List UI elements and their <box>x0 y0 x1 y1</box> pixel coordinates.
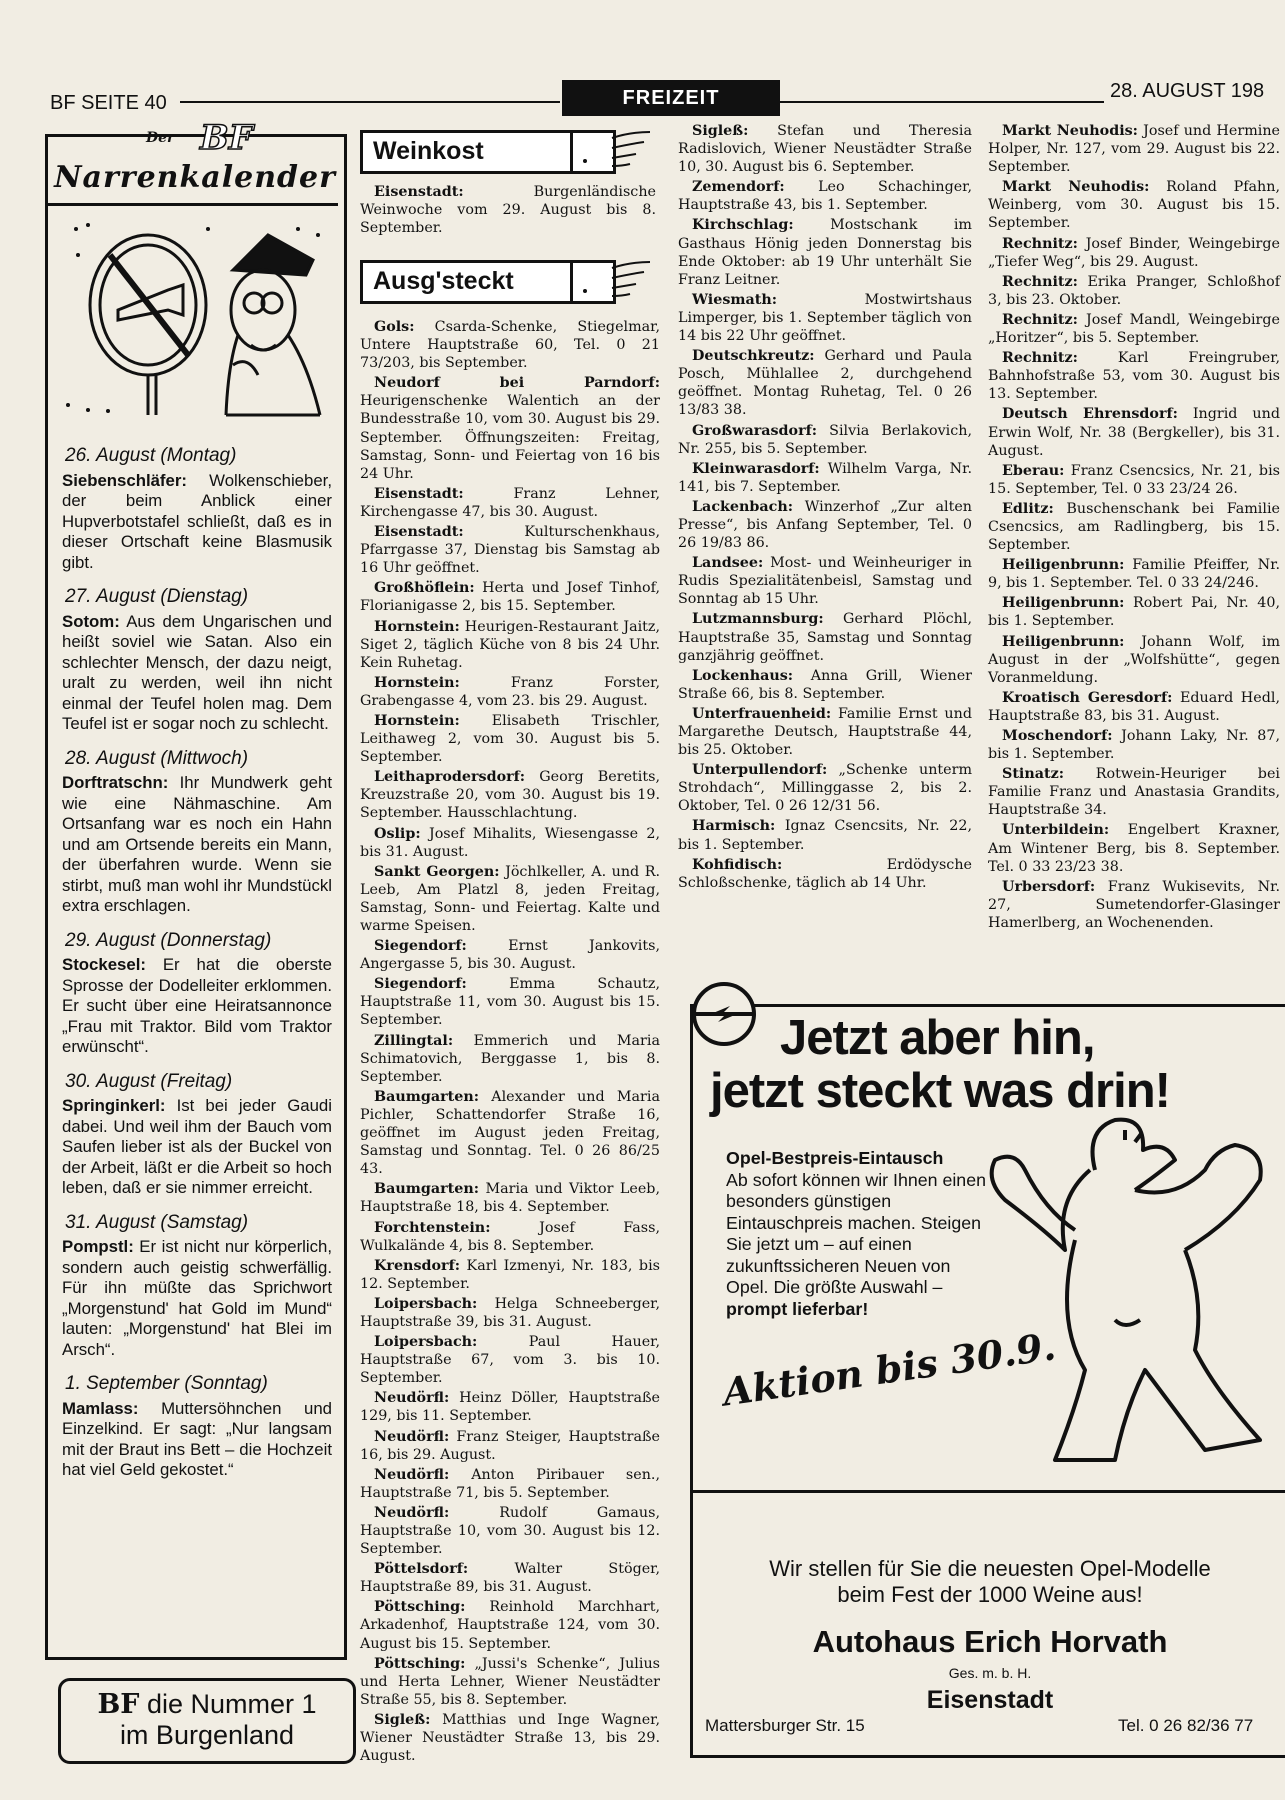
day-entry <box>62 1399 332 1481</box>
ausgsteckt-column-1 <box>360 318 660 1767</box>
listing-place: Deutschkreutz: <box>692 348 815 365</box>
listing-text: Eduard Hedl, Hauptstraße 83, bis 31. August. <box>988 689 1280 724</box>
narrenkalender-entries <box>62 432 332 1481</box>
listing-place: Unterfrauenheid: <box>692 705 832 722</box>
listing-text: Reinhold Marchhart, Arkadenhof, Hauptstraße 124, vom 30. August bis 15. September. <box>360 1599 660 1652</box>
listing-text: Emma Schautz, Hauptstraße 11, vom 30. August bis 15. September. <box>360 976 660 1029</box>
listing-place: Hornstein: <box>374 618 460 635</box>
listing-entry <box>988 178 1280 232</box>
listing-text: Franz Steiger, Hauptstraße 16, bis 29. August. <box>360 1428 660 1463</box>
entry-term: Mamlass: <box>62 1398 139 1418</box>
listing-entry <box>678 122 972 176</box>
day-entry <box>62 471 332 574</box>
day-heading: 30. August (Freitag) <box>65 1070 233 1092</box>
ad-message <box>695 1556 1285 1608</box>
listing-text: Gerhard Plöchl, Hauptstraße 35, Samstag und Sonntag ganzjährig geöffnet. <box>678 611 972 664</box>
day-entry <box>62 612 332 735</box>
listing-text: Ingrid und Erwin Wolf, Nr. 38 (Bergkeller), bis 31. August. <box>988 406 1280 459</box>
listing-entry <box>988 500 1280 554</box>
listing-place: Sigleß: <box>374 1711 431 1728</box>
listing-place: Siegendorf: <box>374 938 467 955</box>
listing-text: Walter Stöger, Hauptstraße 89, bis 31. August. <box>360 1561 660 1596</box>
listing-text: Rudolf Gamaus, Hauptstraße 10, vom 30. August bis 12. September. <box>360 1504 660 1558</box>
listing-entry <box>678 422 972 458</box>
listing-text: Csarda-Schenke, Stiegelmar, Untere Hauptstraße 60, Tel. 0 21 73/203, bis September. <box>360 319 660 372</box>
entry-term: Stockesel: <box>62 955 146 974</box>
listing-place: Neudörfl: <box>374 1428 450 1445</box>
listing-place: Neudorf bei Parndorf: <box>374 375 660 392</box>
ad-message-line1: Wir stellen für Sie die neuesten Opel-Modelle <box>769 1556 1211 1581</box>
listing-place: Oslip: <box>374 825 421 842</box>
ad-dealer-phone: Tel. 0 26 82/36 77 <box>1118 1716 1254 1735</box>
listing-text: Ernst Jankovits, Angergasse 5, bis 30. August. <box>360 938 660 973</box>
listing-text: Gerhard und Paula Posch, Mühlallee 2, durchgehend geöffnet. Montag Ruhetag, Tel. 0 26 13/83 38. <box>678 348 972 419</box>
listing-place: Sankt Georgen: <box>374 863 500 880</box>
listing-entry <box>988 594 1280 630</box>
listing-entry <box>360 318 660 372</box>
listing-entry <box>360 1598 660 1652</box>
listing-text: Heinz Döller, Hauptstraße 129, bis 11. September. <box>360 1390 660 1425</box>
listing-place: Wiesmath: <box>692 291 778 308</box>
listing-entry <box>678 460 972 496</box>
entry-term: Springinkerl: <box>62 1096 166 1115</box>
page-number: BF SEITE 40 <box>50 92 167 114</box>
listing-place: Neudörfl: <box>374 1504 450 1521</box>
listing-place: Pöttsching: <box>374 1655 466 1672</box>
narrenkalender-title: Narrenkalender <box>54 160 336 195</box>
listing-text: Anna Grill, Wiener Straße 66, bis 8. September. <box>678 667 972 702</box>
listing-entry <box>360 937 660 973</box>
listing-text: Familie Ernst und Margarethe Deutsch, Hauptstraße 44, bis 25. Oktober. <box>678 705 972 759</box>
listing-place: Neudörfl: <box>374 1390 450 1407</box>
listing-place: Siegendorf: <box>374 976 467 993</box>
day-heading: 29. August (Donnerstag) <box>65 929 272 951</box>
listing-entry <box>360 1655 660 1709</box>
listing-text: Franz Csencsics, Nr. 21, bis 15. September, Tel. 0 33 23/24 26. <box>988 462 1280 497</box>
listing-text: Georg Beretits, Kreuzstraße 20, vom 30. August bis 19. September. Hausschlachtung. <box>360 769 660 822</box>
listing-place: Eisenstadt: <box>374 485 464 502</box>
listing-place: Heiligenbrunn: <box>1002 633 1125 650</box>
weinkost-text <box>360 183 656 239</box>
listing-entry <box>988 462 1280 498</box>
hand-pointer-icon <box>610 258 655 300</box>
listing-text: Familie Pfeiffer, Nr. 9, bis 1. September. Tel. 0 33 24/246. <box>988 557 1280 592</box>
listing-entry <box>360 1180 660 1216</box>
listing-text: Jöchlkeller, A. und R. Leeb, Am Platzl 8, jeden Freitag, Samstag, Sonn- und Feiertag. Kalte und warme Speisen. <box>360 863 661 934</box>
listing-place: Rechnitz: <box>1002 235 1078 252</box>
listing-text: Johann Wolf, im August in der „Wolfshütte“, gegen Voranmeldung. <box>988 633 1280 686</box>
listing-entry <box>360 1032 660 1086</box>
listing-place: Sigleß: <box>692 123 749 139</box>
listing-text: Franz Forster, Grabengasse 4, vom 23. bis 29. August. <box>360 674 660 709</box>
listing-text: Karl Izmenyi, Nr. 183, bis 12. September. <box>360 1257 660 1292</box>
listing-entry <box>360 1504 660 1558</box>
entry-text: Muttersöhnchen und Einzelkind. Er sagt: „Nur langsam mit der Braut ins Bett – die Hochzeit hat viel Geld gekostet.“ <box>62 1398 332 1479</box>
listing-text: Most- und Weinheuriger in Rudis Spezialitätenbeisl, Samstag und Sonntag ab 15 Uhr. <box>678 555 972 608</box>
entry-text: Aus dem Ungarischen und heißt soviel wie Satan. Also ein schlechter Mensch, der dazu neigt, uralt zu werden, weil ihn nicht einmal der Teufel holen mag. Dem Teufel ist er sogar noch zu schlecht. <box>62 611 332 733</box>
entry-text: Wolkenschieber, der beim Anblick einer Hupverbotstafel schließt, daß es in dieser Ortschaft keine Blasmusik gibt. <box>62 470 332 572</box>
listing-entry <box>360 579 660 615</box>
listing-entry <box>360 1219 660 1255</box>
listing-text: Heurigenschenke Walentich an der Bundesstraße 10, vom 30. August bis 29. September. Öffnungszeiten: Freitag, Samstag, Sonn- und Feiertag von 16 bis 24 Uhr. <box>360 393 660 482</box>
listing-place: Lutzmannsburg: <box>692 611 824 628</box>
listing-place: Rechnitz: <box>1002 350 1078 367</box>
narrenkalender-day <box>62 587 332 735</box>
ad-offer <box>726 1148 996 1320</box>
narrenkalender-day <box>62 1072 332 1199</box>
day-heading: 1. September (Sonntag) <box>65 1373 268 1394</box>
listing-place: Unterpullendorf: <box>692 762 828 779</box>
listing-entry <box>988 235 1280 271</box>
cartoon-illustration <box>58 215 334 420</box>
listing-text: Josef und Hermine Holper, Nr. 127, vom 29. August bis 22. September. <box>988 123 1280 176</box>
listing-text: Johann Laky, Nr. 87, bis 1. September. <box>988 728 1280 763</box>
narrenkalender-day <box>62 1213 332 1361</box>
narrenkalender-day <box>62 446 332 573</box>
listing-entry <box>988 273 1280 309</box>
masthead-bf-logo: BF <box>200 118 253 158</box>
listing-text: Maria und Viktor Leeb, Hauptstraße 18, bis 4. September. <box>360 1181 660 1216</box>
listing-entry <box>360 1257 660 1293</box>
listing-place: Rechnitz: <box>1002 311 1078 328</box>
listing-place: Gols: <box>374 319 415 335</box>
listing-place: Heiligenbrunn: <box>1002 595 1125 612</box>
listing-place: Rechnitz: <box>1002 273 1078 290</box>
listing-place: Moschendorf: <box>1002 728 1113 744</box>
day-entry <box>62 955 332 1058</box>
listing-place: Urbersdorf: <box>1002 878 1096 895</box>
listing-place: Eisenstadt: <box>374 184 464 200</box>
listing-entry <box>678 291 972 345</box>
listing-place: Forchtenstein: <box>374 1219 491 1236</box>
listing-text: Helga Schneeberger, Hauptstraße 39, bis 31. August. <box>360 1295 660 1330</box>
issue-date: 28. AUGUST 198 <box>1110 80 1265 102</box>
listing-text: Mostwirtshaus Limperger, bis 1. September täglich von 14 bis 22 Uhr geöffnet. <box>678 291 972 345</box>
entry-term: Siebenschläfer: <box>62 470 187 490</box>
listing-entry <box>988 633 1280 687</box>
day-heading: 26. August (Montag) <box>65 445 237 466</box>
section-label: FREIZEIT <box>562 80 780 116</box>
header-rule-left <box>180 101 560 103</box>
ausgsteckt-tag <box>360 260 576 304</box>
listing-place: Leithaprodersdorf: <box>374 769 526 786</box>
listing-text: Engelbert Kraxner, Am Wintener Berg, bis 8. September. Tel. 0 33 23/23 38. <box>988 822 1280 875</box>
listing-entry <box>360 1389 660 1425</box>
ad-headline <box>710 1012 1285 1118</box>
listing-entry <box>360 674 660 710</box>
entry-text: Er ist nicht nur körperlich, sondern auch geistig schwerfällig. Für ihn müßte das Sprichwort „Morgenstund' hat Gold im Mund“ lauten: „Morgenstund' hat Blei im Arsch“. <box>62 1237 332 1359</box>
narrenkalender-day <box>62 931 332 1058</box>
listing-text: Franz Wukisevits, Nr. 27, Sumetendorfer-Glasinger Hamerlberg, an Wochenenden. <box>988 878 1280 931</box>
listing-text: Buschenschank bei Familie Csencsics, am Radlingberg, bis 15. September. <box>988 500 1280 554</box>
bf-promo-line1: die Nummer 1 <box>139 1689 317 1719</box>
listing-entry <box>988 405 1280 459</box>
listing-text: Paul Hauer, Hauptstraße 67, vom 3. bis 10. September. <box>360 1334 660 1387</box>
listing-place: Loipersbach: <box>374 1295 478 1312</box>
hand-pointer-icon <box>610 128 655 170</box>
listing-entry <box>988 765 1280 819</box>
ad-offer-bold: prompt lieferbar! <box>726 1298 869 1319</box>
listing-text: Roland Pfahn, Weinberg, vom 30. August bis 15. September. <box>988 179 1280 232</box>
listing-place: Baumgarten: <box>374 1088 480 1105</box>
day-heading: 31. August (Samstag) <box>65 1211 249 1233</box>
listing-entry <box>360 1088 660 1178</box>
listing-place: Eberau: <box>1002 462 1065 479</box>
narrenkalender-day <box>62 1374 332 1481</box>
listing-text: Ignaz Csencsits, Nr. 22, bis 1. September. <box>678 818 972 853</box>
listing-place: Baumgarten: <box>374 1181 480 1198</box>
bf-promo-box <box>58 1678 356 1764</box>
bf-brand: BF <box>97 1689 140 1720</box>
listing-text: Winzerhof „Zur alten Presse“, bis Anfang September, Tel. 0 26 19/83 86. <box>678 498 972 552</box>
entry-text: Ihr Mundwerk geht wie eine Nähmaschine. Am Ortsanfang war es noch ein Hahn und am Ortsende bereits ein Mann, der überfahren wurde. Wenn sie stirbt, muß man wohl ihr Mundstückl extra erschlagen. <box>62 773 332 915</box>
listing-entry <box>678 347 972 419</box>
listing-text: Emmerich und Maria Schimatovich, Berggasse 1, bis 8. September. <box>360 1032 660 1085</box>
listing-text: Burgenländische Weinwoche vom 29. August bis 8. September. <box>360 184 656 237</box>
entry-text: Ist bei jeder Gaudi dabei. Und weil ihm der Bauch vom Saufen lieber ist als der Buckel von der Arbeit, läßt er die Arbeit so hoch leben, daß er sie nimmer erreicht. <box>62 1096 332 1197</box>
listing-entry <box>360 374 660 483</box>
listing-text: Alexander und Maria Pichler, Schattendorfer Straße 16, geöffnet im August jeden Freitag, Samstag und Sonntag. Tel. 0 26 86/25 43. <box>360 1088 660 1178</box>
ad-message-line2: beim Fest der 1000 Weine aus! <box>837 1582 1143 1607</box>
listing-entry <box>360 485 660 521</box>
listing-place: Deutsch Ehrensdorf: <box>1002 406 1178 423</box>
listing-entry <box>988 311 1280 347</box>
entry-term: Pompstl: <box>62 1237 134 1256</box>
ausgsteckt-column-2 <box>678 122 972 894</box>
mascot-figure-icon <box>975 1110 1275 1480</box>
ad-dealer-name: Autohaus Erich Horvath <box>812 1624 1168 1659</box>
listing-entry <box>360 618 660 672</box>
day-entry <box>62 1096 332 1199</box>
listing-place: Großhöflein: <box>374 580 475 597</box>
listing-entry <box>988 689 1280 725</box>
weinkost-label: Weinkost <box>373 137 484 165</box>
listing-entry <box>360 1560 660 1596</box>
listing-place: Hornstein: <box>374 712 460 729</box>
listing-entry <box>360 825 660 861</box>
listing-entry <box>360 1333 660 1387</box>
ad-headline-line1: Jetzt aber hin, <box>780 1011 1095 1065</box>
listing-entry <box>988 878 1280 932</box>
listing-text: Josef Fass, Wulkalände 4, bis 8. September. <box>360 1219 660 1254</box>
listing-entry <box>988 821 1280 875</box>
listing-place: Eisenstadt: <box>374 524 464 541</box>
listing-entry <box>360 1295 660 1331</box>
listing-place: Markt Neuhodis: <box>1002 123 1138 139</box>
entry-term: Sotom: <box>62 611 120 631</box>
listing-entry <box>360 1466 660 1502</box>
listing-place: Kroatisch Geresdorf: <box>1002 689 1173 706</box>
listing-entry <box>988 556 1280 592</box>
day-entry <box>62 1237 332 1360</box>
listing-place: Hornstein: <box>374 674 460 691</box>
listing-entry <box>678 667 972 703</box>
listing-entry <box>678 498 972 552</box>
listing-text: Franz Lehner, Kirchengasse 47, bis 30. August. <box>360 485 660 520</box>
listing-place: Neudörfl: <box>374 1466 450 1483</box>
listing-entry <box>678 856 972 892</box>
listing-place: Kirchschlag: <box>692 217 794 234</box>
ad-divider <box>693 1490 1285 1493</box>
listing-text: „Jussi's Schenke“, Julius und Herta Lehner, Wiener Neustädter Straße 55, bis 8. September. <box>360 1655 660 1708</box>
listing-place: Edlitz: <box>1002 500 1054 517</box>
listing-text: Silvia Berlakovich, Nr. 255, bis 5. September. <box>678 422 972 457</box>
ad-offer-text: Ab sofort können wir Ihnen einen besonders günstigen Eintauschpreis machen. Steigen Sie jetzt um – auf einen zukunftssicheren Neuen von Opel. Die größte Auswahl – <box>726 1169 986 1297</box>
listing-place: Markt Neuhodis: <box>1002 179 1150 196</box>
listing-place: Lackenbach: <box>692 498 794 515</box>
listing-place: Kleinwarasdorf: <box>692 460 820 477</box>
weinkost-tag <box>360 130 576 174</box>
listing-place: Stinatz: <box>1002 766 1065 783</box>
entry-text: Er hat die oberste Sprosse der Dodelleiter erklommen. Er sucht über eine Heiratsannonce „Frau mit Traktor. Bild vom Traktor erwünscht“. <box>62 955 332 1056</box>
listing-entry <box>678 554 972 608</box>
ausgsteckt-column-3 <box>988 122 1280 934</box>
listing-entry <box>678 216 972 288</box>
listing-text: Josef Mandl, Weingebirge „Horitzer“, bis 5. September. <box>988 311 1280 347</box>
listing-entry <box>360 183 656 237</box>
listing-text: Heurigen-Restaurant Jaitz, Siget 2, täglich Küche von 8 bis 24 Uhr. Kein Ruhetag. <box>360 618 660 671</box>
listing-entry <box>360 975 660 1029</box>
listing-place: Kohfidisch: <box>692 856 783 873</box>
listing-place: Harmisch: <box>692 818 776 835</box>
ad-dealer-street: Mattersburger Str. 15 <box>705 1716 865 1735</box>
listing-place: Loipersbach: <box>374 1334 478 1351</box>
listing-entry <box>678 817 972 853</box>
listing-entry <box>988 727 1280 763</box>
day-heading: 28. August (Mittwoch) <box>65 747 249 769</box>
listing-text: „Schenke unterm Strohdach“, Millinggasse 2, bis 2. Oktober, Tel. 0 26 12/31 56. <box>678 762 972 815</box>
listing-text: Herta und Josef Tinhof, Florianigasse 2, bis 15. September. <box>360 580 660 615</box>
masthead-der: Der <box>146 130 175 146</box>
ad-aktion: Aktion bis 30.9. <box>720 1323 1059 1415</box>
day-heading: 27. August (Dienstag) <box>65 586 249 607</box>
ad-dealer-legal: Ges. m. b. H. <box>948 1665 1032 1681</box>
listing-place: Pöttsching: <box>374 1599 466 1616</box>
listing-text: Josef Binder, Weingebirge „Tiefer Weg“, bis 29. August. <box>988 235 1280 270</box>
header-rule-right <box>776 101 1104 103</box>
listing-entry <box>678 705 972 759</box>
listing-text: Mostschank im Gasthaus Hönig jeden Donnerstag bis Ende Oktober: ab 19 Uhr unterhält Sie Franz Leitner. <box>678 217 972 288</box>
listing-entry <box>360 712 660 766</box>
listing-text: Rotwein-Heuriger bei Familie Franz und Anastasia Grandits, Hauptstraße 34. <box>988 766 1280 819</box>
listing-entry <box>360 1711 660 1765</box>
listing-place: Pöttelsdorf: <box>374 1561 469 1578</box>
listing-place: Landsee: <box>692 555 764 572</box>
listing-entry <box>988 122 1280 176</box>
listing-text: Matthias und Inge Wagner, Wiener Neustädter Straße 13, bis 29. August. <box>360 1711 660 1765</box>
listing-place: Krensdorf: <box>374 1257 460 1274</box>
listing-place: Zillingtal: <box>374 1032 454 1049</box>
bf-promo-line2: im Burgenland <box>119 1720 295 1750</box>
listing-place: Zemendorf: <box>692 179 785 196</box>
listing-place: Großwarasdorf: <box>692 422 818 439</box>
listing-place: Heiligenbrunn: <box>1002 557 1125 574</box>
listing-text: Elisabeth Trischler, Leithaweg 2, vom 30. August bis 5. September. <box>360 712 660 766</box>
entry-term: Dorftratschn: <box>62 773 169 792</box>
ausgsteckt-label: Ausg'steckt <box>373 267 514 295</box>
listing-text: Anton Piribauer sen., Hauptstraße 71, bis 5. September. <box>360 1466 660 1501</box>
listing-entry <box>678 178 972 214</box>
listing-text: Robert Pai, Nr. 40, bis 1. September. <box>988 595 1280 630</box>
narrenkalender-day <box>62 749 332 917</box>
listing-place: Lockenhaus: <box>692 667 794 684</box>
listing-text: Josef Mihalits, Wiesengasse 2, bis 31. August. <box>360 825 660 860</box>
listing-text: Erika Pranger, Schloßhof 3, bis 23. Oktober. <box>988 273 1280 308</box>
listing-place: Unterbildein: <box>1002 822 1110 839</box>
listing-text: Wilhelm Varga, Nr. 141, bis 7. September. <box>678 460 972 495</box>
ad-offer-title: Opel-Bestpreis-Eintausch <box>726 1148 944 1168</box>
ad-headline-line2: jetzt steckt was drin! <box>710 1064 1170 1118</box>
ad-dealer-city: Eisenstadt <box>926 1686 1054 1714</box>
listing-text: Stefan und Theresia Radislovich, Wiener Neustädter Straße 10, 30. August bis 6. September. <box>678 123 972 176</box>
listing-entry <box>360 1428 660 1464</box>
listing-text: Erdödysche Schloßschenke, täglich ab 14 Uhr. <box>678 856 972 891</box>
listing-text: Leo Schachinger, Hauptstraße 43, bis 1. September. <box>678 179 972 214</box>
listing-text: Kulturschenkhaus, Pfarrgasse 37, Dienstag bis Samstag ab 16 Uhr geöffnet. <box>360 524 660 577</box>
listing-entry <box>988 349 1280 403</box>
listing-entry <box>678 610 972 664</box>
listing-entry <box>678 761 972 815</box>
listing-entry <box>360 523 660 577</box>
day-entry <box>62 773 332 917</box>
listing-entry <box>360 863 660 935</box>
listing-text: Karl Freingruber, Bahnhofstraße 53, vom 30. August bis 13. September. <box>988 350 1280 403</box>
listing-entry <box>360 768 660 822</box>
